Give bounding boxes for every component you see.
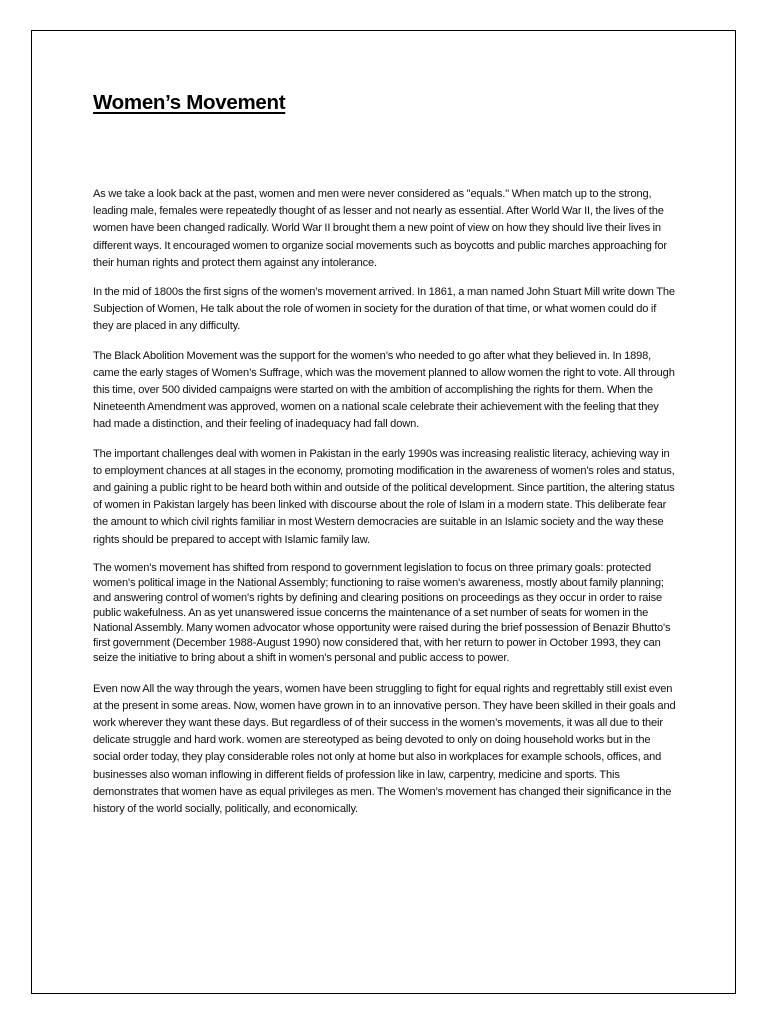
paragraph-3: The Black Abolition Movement was the support for the women’s who needed to go after what they believed in. In 1898, came the early stages of Women’s Suffrage, which was the movement planned to allow women the right to vote. All through this time, over 500 divided campaigns were started on with the ambition of accomplishing the rights for them. When the Nineteenth Amendment was approved, women on a national scale celebrate their achievement with the feeling that they had made a distinction, and their feeling of inadequacy had fall down. [93, 349, 675, 431]
document-title: Women’s Movement [93, 91, 286, 114]
paragraph-5: The women's movement has shifted from respond to government legislation to focus on three primary goals: protected women's political image in the National Assembly; functioning to raise women's awareness, mostly about family planning; and answering control of women's rights by defining and clearing positions on proceedings as they occur in order to raise public wakefulness. An as yet unanswered issue concerns the maintenance of a set number of seats for women in the National Assembly. Many women advocator whose opportunity were raised during the brief possession of Benazir Bhutto's first government (December 1988-August 1990) now considered that, with her return to power in October 1993, they can seize the initiative to bring about a shift in women's personal and public access to power. [93, 561, 671, 665]
paragraph-6: Even now All the way through the years, women have been struggling to fight for equal rights and regrettably still exist even at the present in some areas. Now, women have grown in to an innovative person. They have been skilled in their goals and work wherever they want these days. But regardless of of their success in the women’s movements, it was all due to their delicate struggle and hard work. women are stereotyped as being devoted to only on doing household works but in the social order today, they play considerable roles not only at home but also in workplaces for example schools, offices, and businesses also woman inflowing in different fields of profession like in law, carpentry, medicine and sports. This demonstrates that women have as equal privileges as men. The Women’s movement has changed their significance in the history of the world socially, politically, and economically. [93, 682, 676, 815]
document-body [93, 88, 678, 830]
paragraph-4: The important challenges deal with women in Pakistan in the early 1990s was increasing realistic literacy, achieving way in to employment chances at all stages in the economy, promoting modification in the awareness of women's roles and status, and gaining a public right to be heard both within and outside of the political development. Since partition, the altering status of women in Pakistan largely has been linked with discourse about the role of Islam in a modern state. This deliberate fear the amount to which civil rights familiar in most Western democracies are suitable in an Islamic society and the way these rights should be prepared to accept with Islamic family law. [93, 447, 675, 546]
paragraph-1: As we take a look back at the past, women and men were never considered as "equals." When match up to the strong, leading male, females were repeatedly thought of as lesser and not nearly as essential. After World War II, the lives of the women have been changed radically. World War II brought them a new point of view on how they should live their lives in different ways. It encouraged women to organize social movements such as boycotts and public marches approaching for their human rights and protect them against any intolerance. [93, 188, 667, 269]
paragraph-2: In the mid of 1800s the first signs of the women’s movement arrived. In 1861, a man named John Stuart Mill write down The Subjection of Women, He talk about the role of women in society for the duration of that time, or what women could do if they are placed in any difficulty. [93, 286, 675, 333]
